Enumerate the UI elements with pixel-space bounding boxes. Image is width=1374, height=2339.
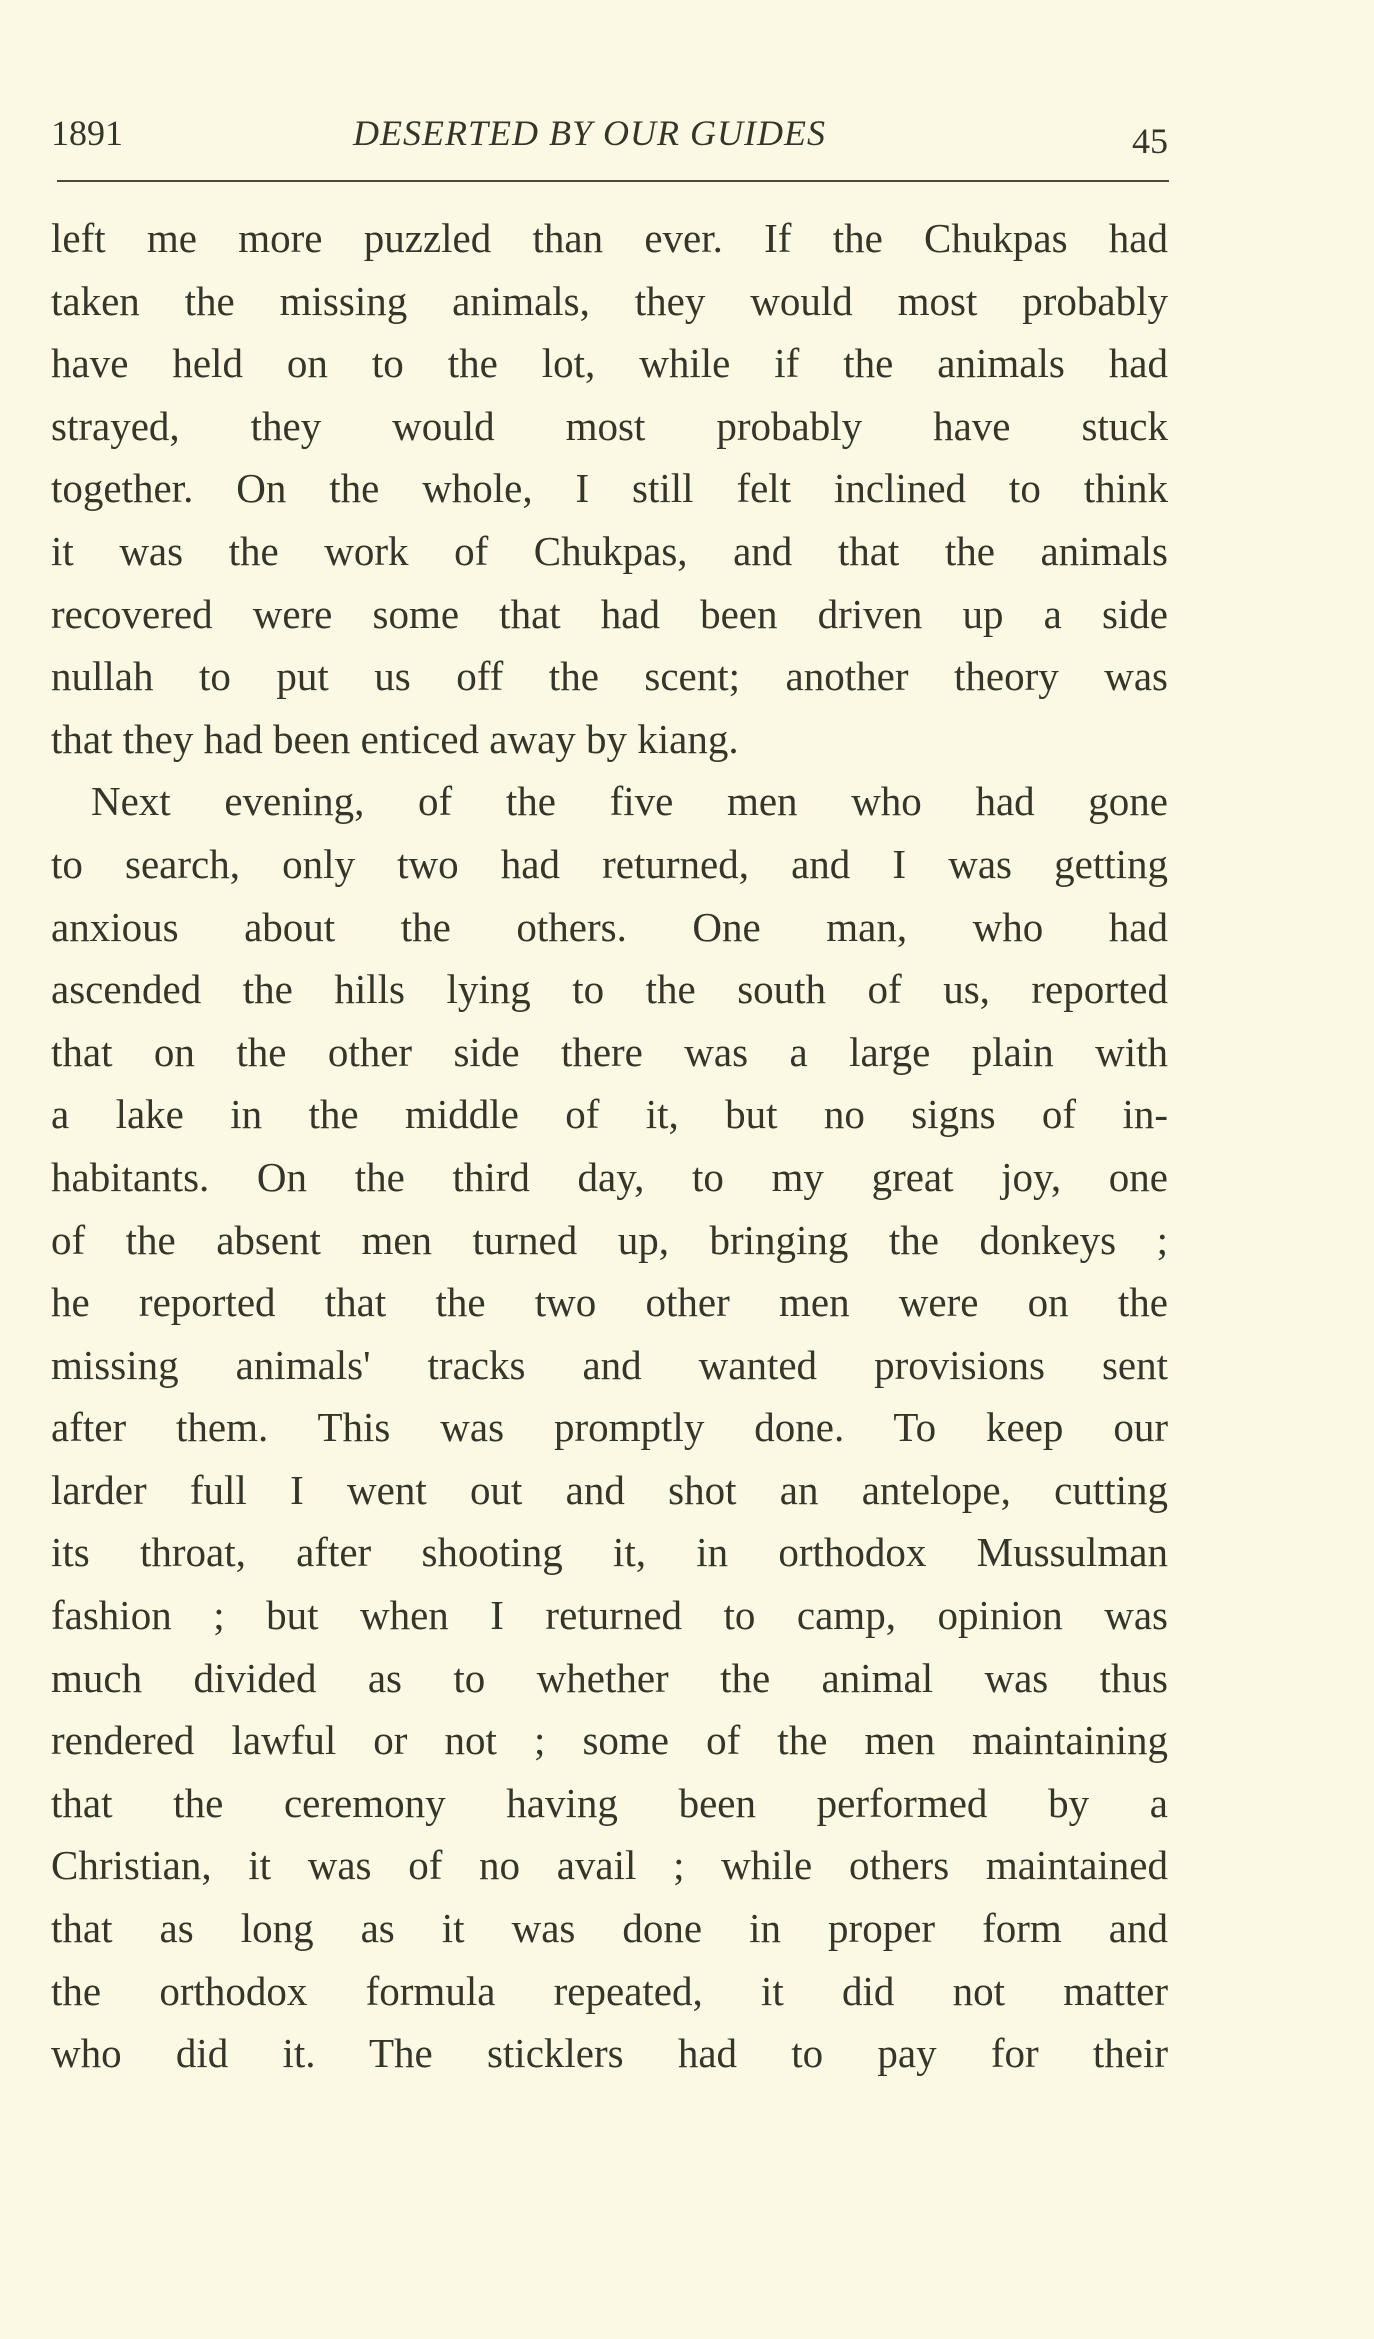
text-line: anxious about the others. One man, who had bbox=[51, 903, 1168, 950]
text-line: fashion ; but when I returned to camp, opinion was bbox=[51, 1592, 1168, 1639]
text-line: have held on to the lot, while if the animals had bbox=[51, 340, 1168, 387]
text-line: it was the work of Chukpas, and that the animals bbox=[51, 527, 1168, 574]
text-line: Next evening, of the five men who had gone bbox=[91, 778, 1168, 825]
text-line: rendered lawful or not ; some of the men maintaining bbox=[51, 1717, 1168, 1764]
text-line: strayed, they would most probably have stuck bbox=[51, 402, 1168, 449]
text-line: after them. This was promptly done. To keep our bbox=[51, 1404, 1168, 1451]
text-line: much divided as to whether the animal was thus bbox=[51, 1654, 1168, 1701]
text-line: ascended the hills lying to the south of us, reported bbox=[51, 966, 1168, 1013]
text-line: to search, only two had returned, and I was getting bbox=[51, 840, 1168, 887]
header-rule bbox=[57, 180, 1169, 182]
text-line: that the ceremony having been performed by a bbox=[51, 1779, 1168, 1826]
header-year: 1891 bbox=[51, 113, 123, 153]
text-line: recovered were some that had been driven up a side bbox=[51, 590, 1168, 637]
text-line: that as long as it was done in proper form and bbox=[51, 1905, 1168, 1952]
text-line: a lake in the middle of it, but no signs of in- bbox=[51, 1091, 1168, 1138]
text-line: habitants. On the third day, to my great joy, one bbox=[51, 1153, 1168, 1200]
text-line: taken the missing animals, they would most probably bbox=[51, 277, 1168, 324]
text-line: he reported that the two other men were on the bbox=[51, 1279, 1168, 1326]
page-number: 45 bbox=[1132, 121, 1168, 161]
header-title: DESERTED BY OUR GUIDES bbox=[353, 113, 826, 153]
text-line: who did it. The sticklers had to pay for their bbox=[51, 2030, 1168, 2077]
text-line: Christian, it was of no avail ; while others maintained bbox=[51, 1842, 1168, 1889]
text-line: together. On the whole, I still felt inclined to think bbox=[51, 465, 1168, 512]
text-line: nullah to put us off the scent; another theory was bbox=[51, 653, 1168, 700]
text-line: its throat, after shooting it, in orthodox Mussulman bbox=[51, 1529, 1168, 1576]
text-line: that on the other side there was a large plain with bbox=[51, 1028, 1168, 1075]
text-line: left me more puzzled than ever. If the Chukpas had bbox=[51, 215, 1168, 261]
text-line: of the absent men turned up, bringing the donkeys ; bbox=[51, 1216, 1168, 1263]
text-line: larder full I went out and shot an antelope, cutting bbox=[51, 1466, 1168, 1513]
text-line: that they had been enticed away by kiang. bbox=[51, 715, 739, 762]
text-line: missing animals' tracks and wanted provisions sent bbox=[51, 1341, 1168, 1388]
running-header bbox=[51, 112, 1168, 162]
text-line: the orthodox formula repeated, it did not matter bbox=[51, 1967, 1168, 2014]
body-text bbox=[51, 207, 1168, 2085]
